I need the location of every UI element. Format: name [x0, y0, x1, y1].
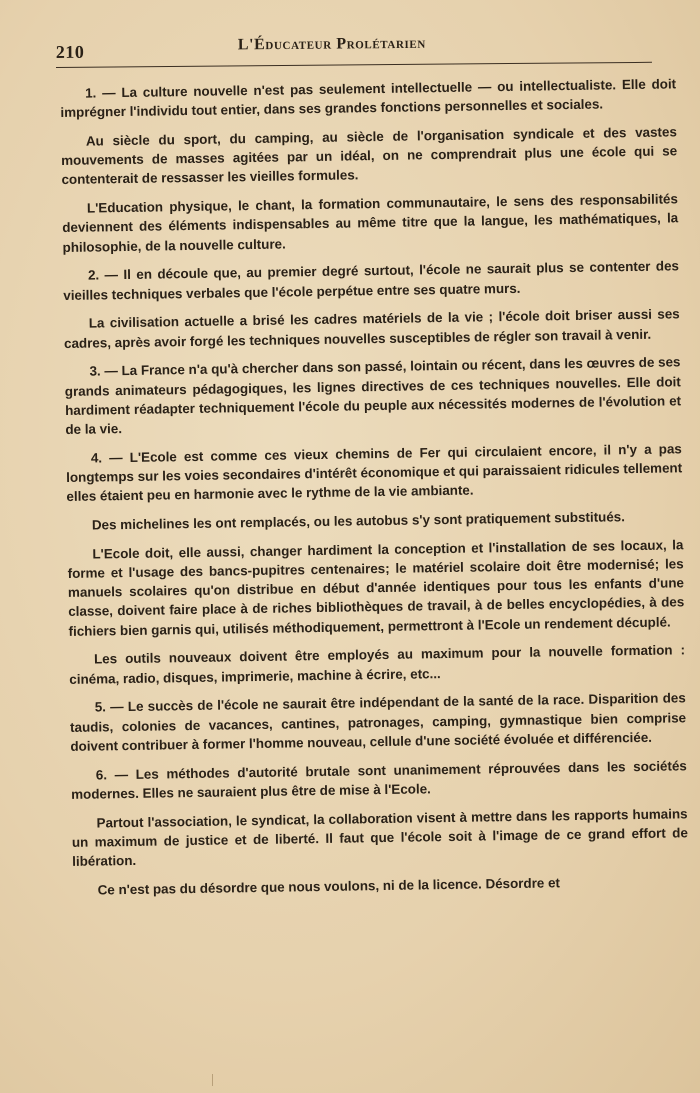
paragraph-13: Partout l'association, le syndicat, la collaboration visent à mettre dans les rapports humains un maximum de justice et de liberté. Il faut que l'école soit à l'image de ce grand effort de libération. [71, 805, 688, 869]
page-number: 210 [55, 41, 85, 63]
paragraph-5: La civilisation actuelle a brisé les cadres matériels de la vie ; l'école doit briser aussi ses cadres, après avoir forgé les techniques nouvelles susceptibles de régler son travail à venir. [63, 306, 680, 351]
paragraph-4: 2. — Il en découle que, au premier degré surtout, l'école ne saurait plus se contenter des vieilles techniques verbales que l'école perpétue entre ses quatre murs. [63, 258, 680, 303]
paragraph-7: 4. — L'Ecole est comme ces vieux chemins de Fer qui circulaient encore, il n'y a pas longtemps sur les voies secondaires d'intérêt économique et qui paraissaient ridicules tellement elles étaient peu en harmonie avec le rythme de la vie ambiante. [66, 441, 683, 505]
paragraph-9: L'Ecole doit, elle aussi, changer hardiment la conception et l'installation de ses locaux, la forme et l'usage des bancs-pupitres centenaires; le matériel scolaire doit être modernisé; les manuels scolaires qu'on distribue en début d'année identiques pour tous les enfants d'une classe, doivent faire place à de riches bibliothèques de travail, à de belles encyclopédies, à des fichiers bien garnis qui, utilisés méthodiquement, permettront à l'Ecole un rendement décuplé. [67, 537, 685, 639]
page-fold-mark [212, 1074, 213, 1086]
page-header [56, 31, 652, 68]
paragraph-6: 3. — La France n'a qu'à chercher dans son passé, lointain ou récent, dans les œuvres de ses grands animateurs pédagogiques, les lignes directives de ces techniques nouvelles. Elle doit hardiment réadapter techniquement l'école du peuple aux nécessités modernes de l'évolution et de la vie. [64, 354, 682, 437]
paragraph-3: L'Education physique, le chant, la formation communautaire, le sens des responsabilités deviennent des éléments indispensables au même titre que la langue, les mathématiques, la philosophie, de la nouvelle culture. [62, 191, 679, 255]
paragraph-10: Les outils nouveaux doivent être employés au maximum pour la nouvelle formation : cinéma, radio, disques, imprimerie, machine à écrire, etc... [69, 642, 686, 687]
journal-title: L'Éducateur Prolétarien [237, 34, 426, 54]
paragraph-1: 1. — La culture nouvelle n'est pas seulement intellectuelle — ou intellectualiste. Elle doit imprégner l'individu tout entier, dans ses grandes fonctions personnelles et sociales. [60, 76, 677, 121]
paragraph-2: Au siècle du sport, du camping, au siècle de l'organisation syndicale et des vastes mouvements de masses agitées par un idéal, on ne comprendrait plus une école qui se contenterait de ressasser les vieilles formules. [61, 124, 678, 188]
article-body [60, 74, 689, 900]
paragraph-8: Des michelines les ont remplacés, ou les autobus s'y sont pratiquement substitués. [91, 509, 625, 533]
paragraph-11: 5. — Le succès de l'école ne saurait être indépendant de la santé de la race. Disparition des taudis, colonies de vacances, cantines, patronages, camping, gymnastique bien comprise doivent contribuer à former l'homme nouveau, cellule d'une société évoluée et différenciée. [69, 690, 687, 754]
paragraph-12: 6. — Les méthodes d'autorité brutale sont unanimement réprouvées dans les sociétés modernes. Elles ne sauraient plus être de mise à l'Ecole. [71, 757, 687, 802]
paragraph-14: Ce n'est pas du désordre que nous voulons, ni de la licence. Désordre et [97, 875, 561, 898]
